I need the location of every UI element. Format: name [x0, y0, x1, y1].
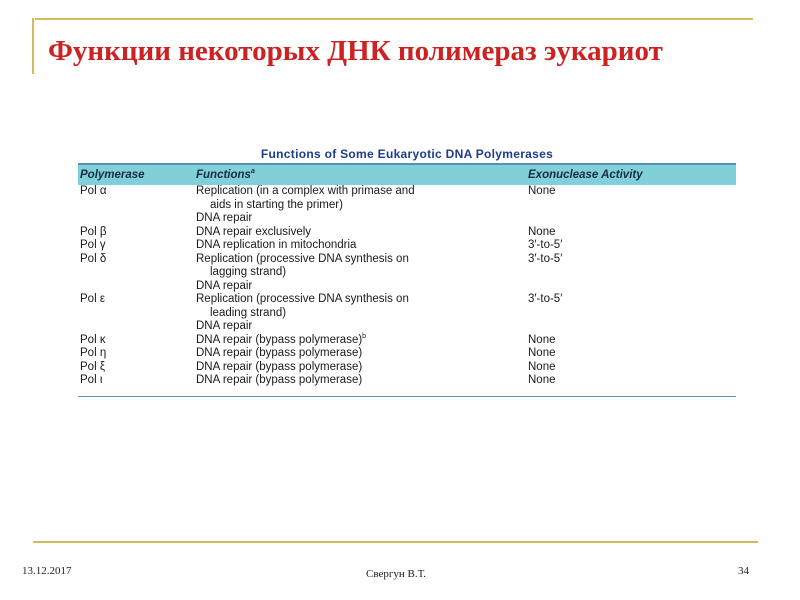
- function-text: DNA repair (bypass polymerase): [196, 333, 363, 346]
- cell-function: [196, 280, 528, 294]
- cell-exonuclease: None: [528, 360, 556, 373]
- cell-exonuclease: None: [528, 333, 556, 346]
- cell-polymerase: Pol ξ: [80, 360, 105, 373]
- cell-function: [196, 347, 528, 361]
- function-text: DNA replication in mitochondria: [196, 239, 357, 251]
- cell-function: [196, 374, 528, 388]
- cell-function: [196, 185, 528, 212]
- cell-polymerase: Pol α: [80, 185, 107, 197]
- table-row: [78, 293, 736, 320]
- function-text: DNA repair (bypass polymerase): [196, 347, 363, 359]
- cell-exonuclease: None: [528, 225, 556, 238]
- slide-frame-left: [32, 18, 34, 74]
- function-text: DNA repair: [196, 279, 253, 292]
- cell-function: [196, 361, 528, 375]
- cell-polymerase: Pol ε: [80, 293, 105, 305]
- cell-function: [196, 226, 528, 240]
- cell-function: [196, 253, 528, 280]
- table-caption: Functions of Some Eukaryotic DNA Polymerases: [260, 147, 554, 161]
- cell-exonuclease: [528, 320, 736, 334]
- cell-exonuclease: None: [528, 185, 556, 197]
- cell-exonuclease: [528, 212, 736, 226]
- function-text: DNA repair exclusively: [196, 225, 312, 238]
- function-footnote: b: [362, 332, 367, 340]
- function-text: Replication (processive DNA synthesis on: [196, 293, 409, 305]
- cell-polymerase: [78, 212, 196, 226]
- table-row: [78, 347, 736, 361]
- bottom-rule: [78, 396, 736, 397]
- cell-exonuclease: None: [528, 347, 556, 359]
- slide-frame-bottom: [33, 541, 758, 543]
- function-text-continued: leading strand): [210, 306, 287, 319]
- cell-exonuclease: None: [528, 374, 556, 386]
- cell-polymerase: Pol δ: [80, 252, 107, 265]
- table-row: [78, 334, 736, 348]
- table-row: [78, 253, 736, 280]
- slide-frame-top: [35, 18, 753, 20]
- footer-author: Свергун В.Т.: [366, 568, 426, 580]
- polymerase-table: [78, 145, 736, 397]
- cell-function: [196, 239, 528, 253]
- cell-exonuclease: 3′-to-5′: [528, 239, 563, 251]
- cell-function: [196, 293, 528, 320]
- table-row: [78, 280, 736, 294]
- cell-polymerase: Pol γ: [80, 239, 106, 251]
- header-functions-label: Functions: [196, 169, 251, 181]
- table-row: [78, 320, 736, 334]
- header-polymerase: Polymerase: [80, 169, 145, 181]
- cell-polymerase: Pol β: [80, 225, 107, 238]
- cell-polymerase: Pol ι: [80, 374, 103, 386]
- table-row: [78, 226, 736, 240]
- table-body: [78, 185, 736, 388]
- function-text: Replication (processive DNA synthesis on: [196, 252, 409, 265]
- cell-polymerase: [78, 320, 196, 334]
- function-text: Replication (in a complex with primase and: [196, 185, 415, 197]
- header-exonuclease: Exonuclease Activity: [528, 169, 643, 181]
- cell-polymerase: [78, 280, 196, 294]
- header-functions-sup: a: [250, 168, 255, 176]
- cell-function: [196, 334, 528, 348]
- cell-polymerase: Pol κ: [80, 333, 106, 346]
- table-row: [78, 239, 736, 253]
- function-text: DNA repair: [196, 212, 253, 224]
- function-text: DNA repair: [196, 320, 253, 332]
- table-header: [78, 165, 736, 185]
- footer-page-number: 34: [738, 565, 749, 577]
- cell-function: [196, 320, 528, 334]
- header-functions: [196, 169, 528, 181]
- table-row: [78, 361, 736, 375]
- function-text-continued: lagging strand): [210, 266, 287, 278]
- function-text-continued: aids in starting the primer): [210, 198, 343, 211]
- function-text: DNA repair (bypass polymerase): [196, 360, 363, 373]
- cell-function: [196, 212, 528, 226]
- table-row: [78, 212, 736, 226]
- table-row: [78, 374, 736, 388]
- cell-exonuclease: [528, 280, 736, 294]
- table-row: [78, 185, 736, 212]
- footer-date: 13.12.2017: [22, 565, 72, 577]
- slide-title: Функции некоторых ДНК полимераз эукариот: [48, 35, 663, 67]
- cell-polymerase: Pol η: [80, 347, 107, 359]
- cell-exonuclease: 3′-to-5′: [528, 252, 563, 265]
- cell-exonuclease: 3′-to-5′: [528, 293, 563, 305]
- function-text: DNA repair (bypass polymerase): [196, 374, 363, 386]
